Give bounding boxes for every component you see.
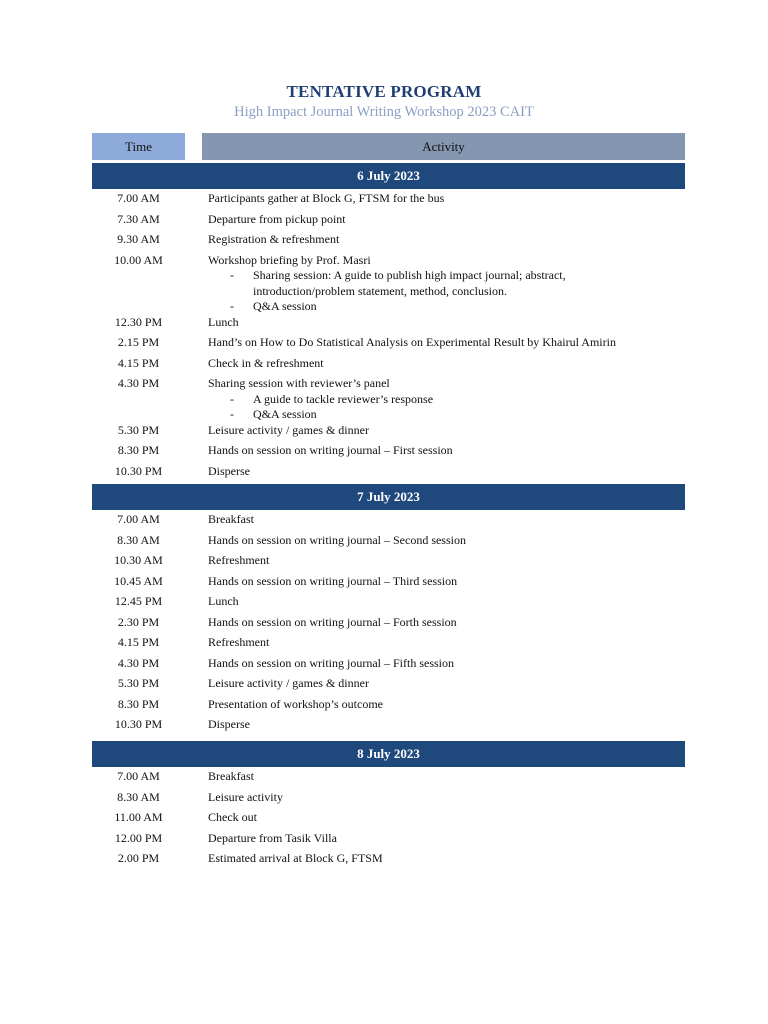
day-heading: 8 July 2023 [92,741,685,767]
row-time: 8.30 AM [117,789,160,804]
day-section [92,741,685,865]
schedule-row [92,464,685,480]
table-header [92,133,685,160]
row-activity: Leisure activity [208,789,283,804]
schedule-row [92,594,685,610]
schedule-row [92,512,685,528]
schedule-row [92,769,685,785]
row-activity: Departure from Tasik Villa [208,830,337,845]
row-time: 5.30 PM [117,422,160,437]
row-activity: Breakfast [208,769,254,783]
row-activity: Workshop briefing by Prof. Masri [208,252,371,267]
schedule-row [92,697,685,713]
row-time: 2.30 PM [117,614,160,629]
sub-list [208,392,685,423]
row-time: 8.30 PM [117,443,160,457]
row-activity: Hands on session on writing journal – Second session [208,532,466,547]
row-activity: Hand’s on How to Do Statistical Analysis on Experimental Result by Khairul Amirin [208,335,616,349]
row-activity: Disperse [208,717,250,731]
row-time: 4.15 PM [117,635,160,649]
schedule-row [92,656,685,672]
schedule-row [92,443,685,459]
schedule-row [92,574,685,590]
sub-item [230,407,593,423]
row-time: 7.30 AM [117,211,160,226]
schedule-row [92,423,685,439]
row-activity: Participants gather at Block G, FTSM for the bus [208,191,445,205]
day-section [92,484,685,731]
row-activity: Disperse [208,463,250,478]
row-activity: Refreshment [208,553,270,567]
row-activity: Check in & refreshment [208,355,324,370]
row-time: 12.00 PM [114,830,163,845]
row-time: 10.45 AM [114,573,163,588]
row-activity: Leisure activity / games & dinner [208,422,369,437]
row-activity: Refreshment [208,635,270,649]
bullet-dash: - [230,268,234,282]
schedule-row [92,831,685,847]
row-time: 12.30 PM [114,314,163,329]
bullet-dash: - [230,299,234,313]
sub-item-text: Q&A session [253,299,317,313]
schedule-row [92,356,685,372]
sub-list [208,268,685,315]
schedule-row [92,232,685,248]
schedule-row [92,615,685,631]
row-activity: Leisure activity / games & dinner [208,676,369,690]
row-time: 9.30 AM [117,232,160,246]
row-time: 10.30 PM [114,463,163,478]
row-time: 4.15 PM [117,355,160,370]
schedule-row [92,191,685,207]
sub-item-text: A guide to tackle reviewer’s response [253,391,434,406]
day-heading: 6 July 2023 [92,163,685,189]
schedule-row [92,851,685,867]
row-activity: Lunch [208,594,239,608]
row-time: 7.00 AM [117,191,160,205]
row-time: 2.00 PM [117,851,160,865]
row-time: 5.30 PM [117,676,160,690]
row-activity: Registration & refreshment [208,232,340,246]
sub-item [230,268,593,299]
schedule-row [92,717,685,733]
row-time: 4.30 PM [117,655,160,670]
row-activity: Breakfast [208,512,254,526]
schedule-row [92,376,685,423]
row-time: 10.30 AM [114,553,163,567]
schedule-row [92,676,685,692]
day-heading: 7 July 2023 [92,484,685,510]
row-time: 8.30 PM [117,696,160,711]
row-time: 2.15 PM [117,335,160,349]
row-time: 11.00 AM [114,810,163,824]
row-time: 10.30 PM [114,717,163,731]
row-activity: Check out [208,810,257,824]
schedule-row [92,533,685,549]
header-activity: Activity [202,133,685,160]
row-time: 8.30 AM [117,532,160,547]
bullet-dash: - [230,391,234,406]
row-activity: Hands on session on writing journal – Third session [208,573,458,588]
row-activity: Departure from pickup point [208,211,346,226]
header-time: Time [92,133,185,160]
sub-item-text: Sharing session: A guide to publish high impact journal; abstract, introduction/problem statement, method, conclusion. [253,268,566,298]
schedule-row [92,253,685,315]
row-activity: Presentation of workshop’s outcome [208,696,383,711]
row-time: 12.45 PM [114,594,163,608]
sub-item-text: Q&A session [253,407,317,421]
row-activity: Lunch [208,314,239,329]
row-activity: Hands on session on writing journal – Forth session [208,614,457,629]
row-time: 10.00 AM [114,252,163,267]
row-activity: Estimated arrival at Block G, FTSM [208,851,383,865]
row-time: 7.00 AM [117,769,160,783]
row-time: 4.30 PM [117,376,160,390]
day-section [92,163,685,478]
schedule-row [92,212,685,228]
schedule-row [92,790,685,806]
schedule-row [92,810,685,826]
row-activity: Hands on session on writing journal – Fifth session [208,655,454,670]
page-title: TENTATIVE PROGRAM [286,82,482,101]
page-subtitle: High Impact Journal Writing Workshop 2023 CAIT [234,104,534,120]
row-activity: Hands on session on writing journal – First session [208,443,453,457]
sub-item [230,392,593,408]
schedule-row [92,315,685,331]
bullet-dash: - [230,407,234,421]
row-activity: Sharing session with reviewer’s panel [208,376,390,390]
row-time: 7.00 AM [117,512,160,526]
sub-item [230,299,593,315]
schedule-row [92,553,685,569]
schedule-row [92,335,685,351]
schedule-row [92,635,685,651]
